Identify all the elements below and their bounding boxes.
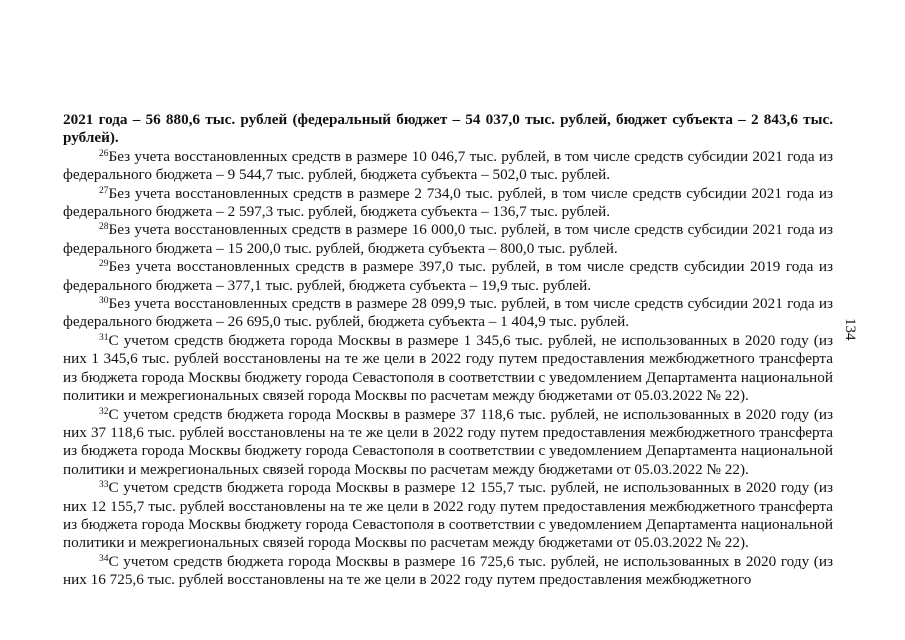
footnote-number: 26 <box>99 148 109 159</box>
footnote-26 <box>63 148 833 185</box>
footnote-number: 31 <box>99 332 109 343</box>
footnote-text: С учетом средств бюджета города Москвы в размере 1 345,6 тыс. рублей, не использованных в 2020 году (из них 1 345,6 тыс. рублей восстановлены на те же цели в 2022 году путем предоставления межбюджетного трансферта из бюджета города Москвы бюджету города Севастополя в соответствии с уведомлением Департамента национальной политики и межрегиональных связей города Москвы по расчетам между бюджетами от 05.03.2022 № 22). <box>63 331 833 405</box>
footnote-text: С учетом средств бюджета города Москвы в размере 12 155,7 тыс. рублей, не использованных в 2020 году (из них 12 155,7 тыс. рублей восстановлены на те же цели в 2022 году путем предоставления межбюджетного трансферта из бюджета города Москвы бюджету города Севастополя в соответствии с уведомлением Департамента национальной политики и межрегиональных связей города Москвы по расчетам между бюджетами от 05.03.2022 № 22). <box>63 479 833 552</box>
footnote-number: 28 <box>99 222 109 233</box>
footnote-32 <box>63 406 833 480</box>
footnote-number: 27 <box>99 185 109 196</box>
footnote-text: Без учета восстановленных средств в размере 28 099,9 тыс. рублей, в том числе средств субсидии 2021 года из федерального бюджета – 26 695,0 тыс. рублей, бюджета субъекта – 1 404,9 тыс. рублей. <box>63 295 833 331</box>
footnote-27 <box>63 185 833 222</box>
footnote-number: 29 <box>99 259 109 270</box>
footnote-text: С учетом средств бюджета города Москвы в размере 37 118,6 тыс. рублей, не использованных в 2020 году (из них 37 118,6 тыс. рублей восстановлены на те же цели в 2022 году путем предоставления межбюджетного трансферта из бюджета города Москвы бюджету города Севастополя в соответствии с уведомлением Департамента национальной политики и межрегиональных связей города Москвы по расчетам между бюджетами от 05.03.2022 № 22). <box>63 405 833 478</box>
footnote-number: 32 <box>99 406 109 417</box>
footnote-30 <box>63 295 833 332</box>
footnote-34 <box>63 553 833 590</box>
footnote-29 <box>63 258 833 295</box>
footnote-31 <box>63 332 833 406</box>
footnote-number: 34 <box>99 553 109 564</box>
footnote-text: Без учета восстановленных средств в размере 2 734,0 тыс. рублей, в том числе средств субсидии 2021 года из федерального бюджета – 2 597,3 тыс. рублей, бюджета субъекта – 136,7 тыс. рублей. <box>63 184 833 221</box>
footnote-text: Без учета восстановленных средств в размере 397,0 тыс. рублей, в том числе средств субсидии 2019 года из федерального бюджета – 377,1 тыс. рублей, бюджета субъекта – 19,9 тыс. рублей. <box>63 258 833 294</box>
footnote-28 <box>63 221 833 258</box>
footnote-number: 30 <box>99 296 109 307</box>
footnote-text: Без учета восстановленных средств в размере 16 000,0 тыс. рублей, в том числе средств субсидии 2021 года из федерального бюджета – 15 200,0 тыс. рублей, бюджета субъекта – 800,0 тыс. рублей. <box>63 221 833 257</box>
footnote-text: Без учета восстановленных средств в размере 10 046,7 тыс. рублей, в том числе средств субсидии 2021 года из федерального бюджета – 9 544,7 тыс. рублей, бюджета субъекта – 502,0 тыс. рублей. <box>63 147 833 184</box>
footnote-text: С учетом средств бюджета города Москвы в размере 16 725,6 тыс. рублей, не использованных в 2020 году (из них 16 725,6 тыс. рублей восстановлены на те же цели в 2022 году путем предоставления межбюджетного <box>63 552 833 589</box>
continued-paragraph: 2021 года – 56 880,6 тыс. рублей (федеральный бюджет – 54 037,0 тыс. рублей, бюджет субъекта – 2 843,6 тыс. рублей). <box>63 111 833 147</box>
footnote-number: 33 <box>99 480 109 491</box>
footnote-33 <box>63 479 833 553</box>
document-body <box>63 111 833 590</box>
page-number: 134 <box>842 318 858 341</box>
